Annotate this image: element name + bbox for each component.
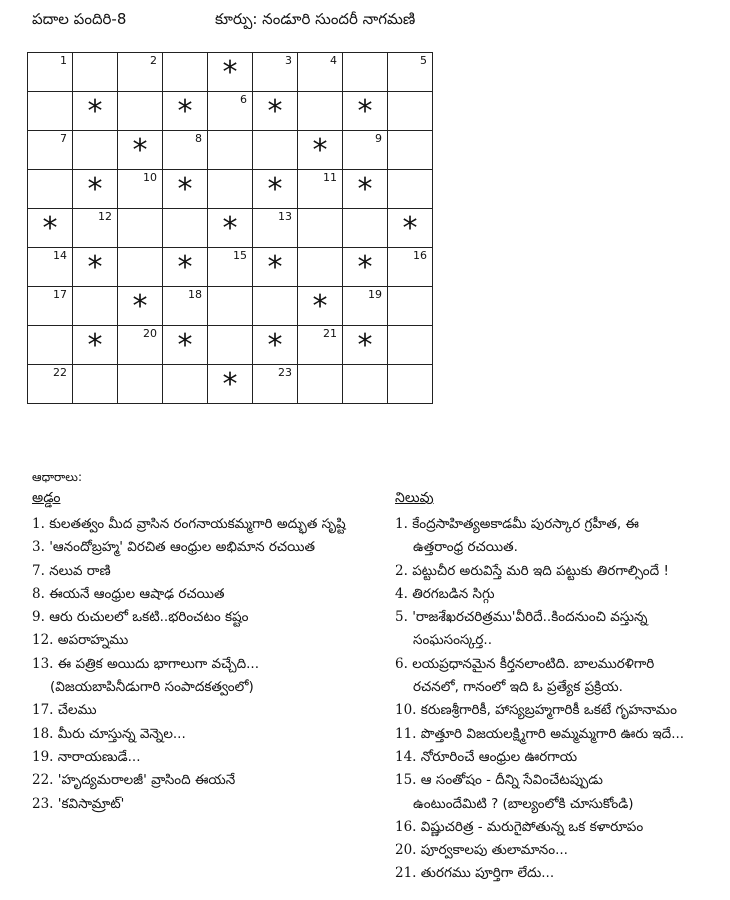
star-mark: * (357, 172, 373, 207)
clue-number: 3. (32, 539, 45, 556)
grid-cell[interactable] (73, 209, 118, 248)
clue-number: 6. (395, 655, 408, 672)
grid-cell[interactable] (388, 365, 433, 404)
star-mark: * (42, 211, 58, 246)
star-mark: * (177, 250, 193, 285)
clue-text: 'రాజశేఖరచరిత్రము'వీరిదే..కిందనుంచి వస్తున్న (412, 609, 648, 626)
cell-number: 14 (53, 249, 67, 262)
cell-number: 3 (285, 54, 292, 67)
clue-text: కులతత్వం మీద వ్రాసిన రంగనాయకమ్మగారి అద్భుత సృష్టి (49, 516, 346, 532)
star-mark: * (312, 133, 328, 168)
grid-cell[interactable] (253, 209, 298, 248)
blocked-cell (163, 170, 208, 209)
clue-item (32, 769, 372, 792)
star-mark: * (267, 328, 283, 363)
grid-cell[interactable] (388, 170, 433, 209)
grid-cell[interactable] (208, 248, 253, 287)
clue-number: 4. (395, 585, 408, 602)
grid-cell[interactable] (298, 365, 343, 404)
clue-number: 16. (395, 818, 417, 835)
clue-item (395, 723, 725, 746)
blocked-cell (343, 326, 388, 365)
star-mark: * (87, 172, 103, 207)
blocked-cell (73, 248, 118, 287)
star-mark: * (312, 289, 328, 324)
clue-text: కరుణశ్రీగారికీ, హాస్యబ్రహ్మగారికీ ఒకటే గృహనామం (420, 702, 677, 719)
clue-number: 17. (32, 702, 54, 719)
clue-number: 15. (395, 772, 417, 789)
blocked-cell (253, 248, 298, 287)
star-mark: * (357, 250, 373, 285)
grid-cell[interactable] (118, 248, 163, 287)
down-clues (395, 490, 725, 886)
cell-number: 8 (195, 132, 202, 145)
grid-cell[interactable] (253, 53, 298, 92)
star-mark: * (267, 94, 283, 129)
grid-row (28, 326, 433, 365)
clue-item (32, 513, 372, 536)
grid-row (28, 248, 433, 287)
clue-number: 19. (32, 748, 54, 765)
clue-text: ఈయనే ఆంధ్రుల ఆషాఢ రచయిత (49, 585, 225, 602)
grid-cell[interactable] (208, 170, 253, 209)
star-mark: * (132, 133, 148, 168)
down-title: నిలువు (395, 490, 434, 506)
grid-cell[interactable] (298, 209, 343, 248)
grid-cell[interactable] (163, 365, 208, 404)
grid-cell[interactable] (388, 326, 433, 365)
grid-cell[interactable] (73, 287, 118, 326)
clue-number: 21. (395, 865, 417, 882)
clue-number: 9. (32, 609, 45, 626)
clue-number: 8. (32, 585, 45, 602)
blocked-cell (343, 92, 388, 131)
grid-cell[interactable] (118, 209, 163, 248)
clue-item (395, 699, 725, 722)
grid-cell[interactable] (118, 365, 163, 404)
grid-cell[interactable] (388, 92, 433, 131)
blocked-cell (163, 92, 208, 131)
grid-cell[interactable] (118, 170, 163, 209)
clue-number: 14. (395, 748, 417, 765)
star-mark: * (222, 211, 238, 246)
compiler-credit: కూర్పు: నండూరి సుందరీ నాగమణి (215, 10, 416, 28)
clue-text: మీరు చూస్తున్న వెన్నెల... (57, 725, 186, 742)
clue-item (395, 746, 725, 769)
cell-number: 18 (188, 288, 202, 301)
clue-text: పట్టుచీర అరువిస్తే మరి ఇది పట్టుకు తిరగాల్సిందే ! (412, 562, 669, 579)
blocked-cell (73, 92, 118, 131)
grid-cell[interactable] (28, 287, 73, 326)
star-mark: * (87, 328, 103, 363)
clue-number: 12. (32, 632, 54, 649)
clue-text: ఆ సంతోషం - దీన్ని సేవించేటప్పుడు (420, 772, 603, 789)
grid-cell[interactable] (298, 248, 343, 287)
grid-row (28, 131, 433, 170)
clue-number: 23. (32, 795, 54, 812)
clue-text: పొత్తూరి విజయలక్ష్మిగారి అమ్మమ్మగారి ఊరు ఇదే... (420, 725, 685, 742)
cell-number: 16 (413, 249, 427, 262)
cell-number: 20 (143, 327, 157, 340)
blocked-cell (253, 326, 298, 365)
clue-item (32, 653, 372, 676)
grid-row (28, 365, 433, 404)
star-mark: * (87, 250, 103, 285)
clue-text: అపరాహ్నము (57, 632, 129, 649)
grid-cell[interactable] (208, 131, 253, 170)
clue-item (32, 536, 372, 559)
star-mark: * (177, 172, 193, 207)
clue-number: 13. (32, 655, 54, 672)
grid-cell[interactable] (388, 248, 433, 287)
blocked-cell (298, 287, 343, 326)
grid-cell[interactable] (73, 53, 118, 92)
clue-text: కేంద్రసాహిత్యఅకాడమీ పురస్కార గ్రహీత, ఈ (412, 516, 639, 532)
grid-cell[interactable] (118, 326, 163, 365)
grid-cell[interactable] (298, 326, 343, 365)
clue-item (395, 839, 725, 862)
clue-item (395, 583, 725, 606)
star-mark: * (222, 367, 238, 402)
grid-cell[interactable] (163, 131, 208, 170)
blocked-cell (208, 53, 253, 92)
grid-cell[interactable] (118, 53, 163, 92)
cell-number: 10 (143, 171, 157, 184)
star-mark: * (222, 55, 238, 90)
puzzle-title: పదాల పందిరి-8 (32, 10, 127, 28)
grid-cell[interactable] (28, 131, 73, 170)
grid-cell[interactable] (343, 365, 388, 404)
clue-text: తురగము పూర్తిగా లేదు... (420, 865, 555, 882)
blocked-cell (388, 209, 433, 248)
clue-item (395, 560, 725, 583)
grid-cell[interactable] (163, 209, 208, 248)
clue-text: నోరూరించే ఆంధ్రుల ఊరగాయ (420, 748, 578, 765)
clue-text: లయప్రధానమైన కీర్తనలాంటిది. బాలమురళిగారి (412, 655, 655, 672)
cell-number: 19 (368, 288, 382, 301)
grid-cell[interactable] (343, 131, 388, 170)
blocked-cell (208, 209, 253, 248)
clue-item (395, 769, 725, 792)
grid-cell[interactable] (343, 287, 388, 326)
blocked-cell (163, 326, 208, 365)
cell-number: 2 (150, 54, 157, 67)
grid-cell[interactable] (73, 365, 118, 404)
grid-row (28, 287, 433, 326)
blocked-cell (28, 209, 73, 248)
clue-item (395, 862, 725, 885)
star-mark: * (267, 250, 283, 285)
clue-continuation: సంఘసంస్కర్త.. (413, 632, 492, 649)
grid-row (28, 53, 433, 92)
blocked-cell (73, 326, 118, 365)
grid-cell[interactable] (343, 53, 388, 92)
cell-number: 13 (278, 210, 292, 223)
clue-continuation: రచనలో, గానంలో ఇది ఓ ప్రత్యేక ప్రక్రియ. (413, 679, 623, 696)
blocked-cell (253, 92, 298, 131)
cell-number: 5 (420, 54, 427, 67)
clue-text: పూర్వకాలపు తులామానం... (420, 842, 568, 859)
star-mark: * (177, 94, 193, 129)
grid-row (28, 209, 433, 248)
clue-text: 'ఆనందోబ్రహ్మ' విరచిత ఆంధ్రుల అభిమాన రచయిత (49, 539, 315, 556)
grid-cell[interactable] (298, 170, 343, 209)
grid-cell[interactable] (208, 326, 253, 365)
grid-cell[interactable] (208, 92, 253, 131)
grid-cell[interactable] (28, 365, 73, 404)
clue-number: 10. (395, 702, 417, 719)
grid-cell[interactable] (388, 53, 433, 92)
clue-number: 2. (395, 562, 408, 579)
cell-number: 12 (98, 210, 112, 223)
star-mark: * (402, 211, 418, 246)
grid-cell[interactable] (118, 92, 163, 131)
blocked-cell (253, 170, 298, 209)
blocked-cell (208, 365, 253, 404)
blocked-cell (118, 287, 163, 326)
clue-item (395, 653, 725, 676)
grid-cell[interactable] (253, 131, 298, 170)
star-mark: * (177, 328, 193, 363)
grid-cell[interactable] (163, 53, 208, 92)
grid-cell[interactable] (28, 326, 73, 365)
clues-heading: ఆధారాలు: (32, 470, 83, 484)
clue-number: 11. (395, 725, 417, 742)
clue-item (32, 746, 372, 769)
star-mark: * (357, 328, 373, 363)
cell-number: 11 (323, 171, 337, 184)
grid-cell[interactable] (28, 248, 73, 287)
clue-number: 20. (395, 842, 417, 859)
star-mark: * (357, 94, 373, 129)
star-mark: * (267, 172, 283, 207)
clue-text: ఈ పత్రిక అయిదు భాగాలుగా వచ్చేది... (57, 655, 260, 672)
blocked-cell (343, 170, 388, 209)
cell-number: 15 (233, 249, 247, 262)
grid-cell[interactable] (253, 287, 298, 326)
clue-text: నలువ రాణి (49, 562, 111, 579)
grid-cell[interactable] (298, 53, 343, 92)
clue-item (395, 513, 725, 536)
blocked-cell (118, 131, 163, 170)
blocked-cell (163, 248, 208, 287)
cell-number: 17 (53, 288, 67, 301)
blocked-cell (343, 248, 388, 287)
clue-item (32, 793, 372, 816)
clue-continuation: ఉంటుందేమిటి ? (బాల్యంలోకి చూసుకోండి) (413, 795, 634, 812)
grid-cell[interactable] (343, 209, 388, 248)
grid-cell[interactable] (298, 92, 343, 131)
clue-continuation: ఉత్తరాంధ్ర రచయిత. (413, 539, 518, 556)
clue-item (32, 583, 372, 606)
cell-number: 9 (375, 132, 382, 145)
across-clues (32, 490, 372, 816)
grid-cell[interactable] (28, 53, 73, 92)
star-mark: * (132, 289, 148, 324)
cell-number: 23 (278, 366, 292, 379)
clue-number: 22. (32, 772, 54, 789)
cell-number: 22 (53, 366, 67, 379)
cell-number: 4 (330, 54, 337, 67)
clue-item (395, 606, 725, 629)
clue-item (32, 606, 372, 629)
grid-cell[interactable] (208, 287, 253, 326)
blocked-cell (73, 170, 118, 209)
grid-cell[interactable] (388, 287, 433, 326)
clue-item (32, 723, 372, 746)
grid-cell[interactable] (163, 287, 208, 326)
clue-number: 1. (395, 516, 408, 532)
clue-text: నారాయణుడే... (57, 748, 141, 765)
cell-number: 7 (60, 132, 67, 145)
clue-text: ఆరు రుచులలో ఒకటి..భరించటం కష్టం (49, 609, 249, 626)
grid-row (28, 92, 433, 131)
clue-text: 'హృద్యమరాలజీ' వ్రాసింది ఈయనే (57, 772, 236, 789)
clue-number: 18. (32, 725, 54, 742)
grid-cell[interactable] (253, 365, 298, 404)
grid-cell[interactable] (28, 170, 73, 209)
crossword-grid (27, 52, 433, 404)
clue-number: 5. (395, 609, 408, 626)
blocked-cell (298, 131, 343, 170)
grid-cell[interactable] (73, 131, 118, 170)
cell-number: 21 (323, 327, 337, 340)
clue-text: విష్ణుచరిత్ర - మరుగైపోతున్న ఒక కళారూపం (420, 818, 644, 835)
clue-item (32, 560, 372, 583)
clue-text: 'కవిసామ్రాట్' (57, 795, 125, 812)
grid-row (28, 170, 433, 209)
grid-cell[interactable] (28, 92, 73, 131)
star-mark: * (87, 94, 103, 129)
clue-text: చేలము (57, 702, 97, 719)
clue-item (32, 629, 372, 652)
clue-number: 1. (32, 516, 45, 532)
clue-number: 7. (32, 562, 45, 579)
clue-item (32, 699, 372, 722)
across-title: అడ్డం (32, 490, 61, 506)
cell-number: 6 (240, 93, 247, 106)
clue-text: తిరగబడిన సిగ్గు (412, 585, 495, 602)
grid-cell[interactable] (388, 131, 433, 170)
clue-item (395, 816, 725, 839)
cell-number: 1 (60, 54, 67, 67)
clue-continuation: (విజయబాపినీడుగారి సంపాదకత్వంలో) (50, 679, 254, 696)
